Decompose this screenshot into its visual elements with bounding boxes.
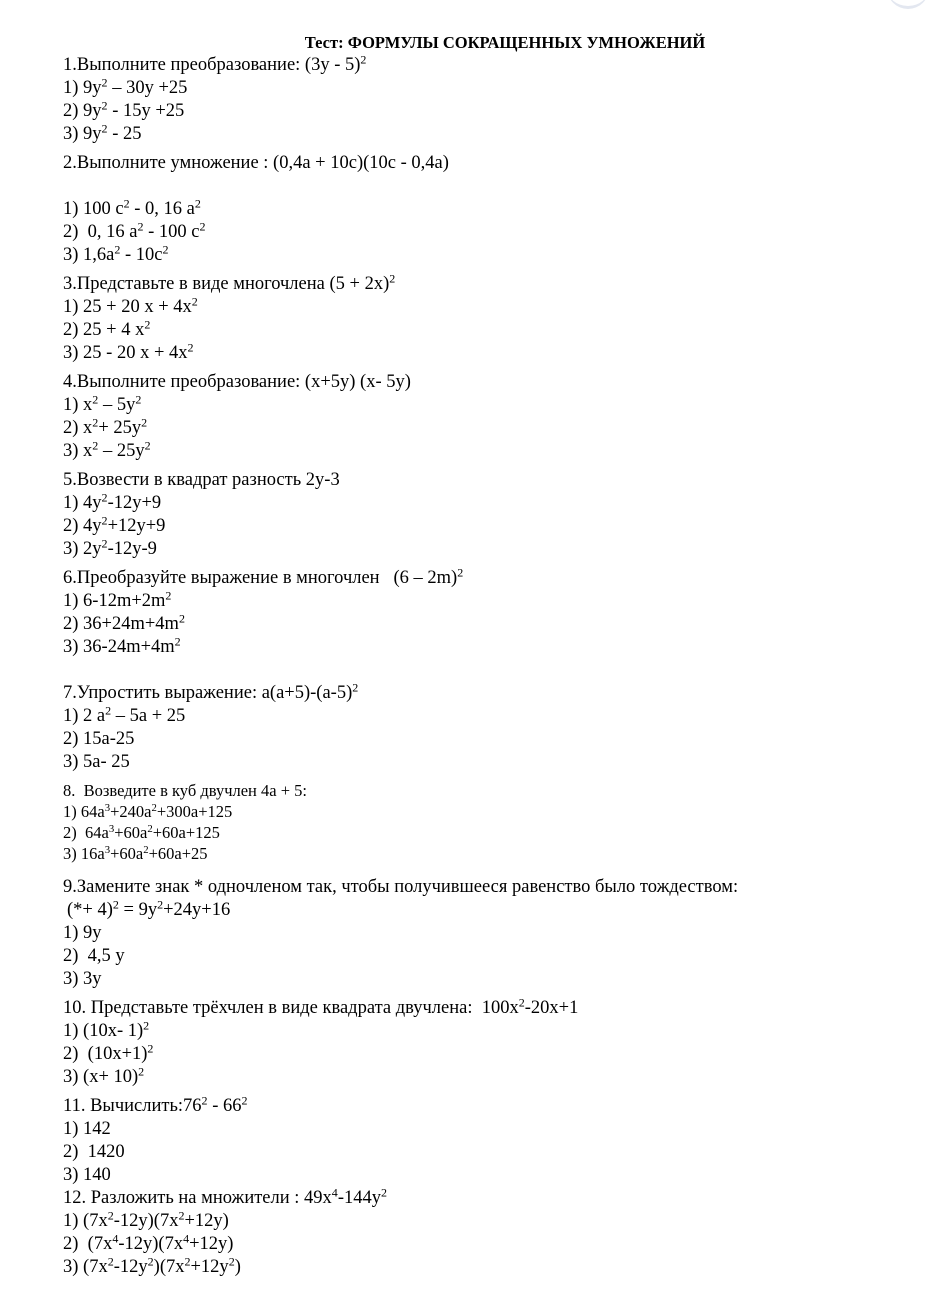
answer-option: 2) $(10x+1)^2$: [63, 1041, 154, 1064]
answer-option: 1) $64a^3+240a^2+300a+125$: [63, 802, 233, 821]
answer-option: 3) 25 - 20 $х + 4х^2$: [63, 340, 194, 363]
answer-option: 3) $х^2 - 25у^2$: [63, 438, 151, 461]
answer-option: 2) 25 + 4 $х^2$: [63, 317, 151, 340]
answer-option: 1) 2 $а^2 - 5а + 25$: [63, 703, 186, 726]
answer-option: 3) $16a^3+60a^2+60a+25$: [63, 844, 208, 863]
question-list: [63, 54, 923, 1279]
question-text: 3.Представьте в виде многочлена $(5 + 2х)^2$: [63, 271, 396, 294]
question-block-6: [63, 567, 923, 659]
question-text: 9.Замените знак * одночленом так, чтобы получившееся равенство было тождеством:: [63, 877, 739, 897]
answer-option: 2) 15а-25: [63, 729, 135, 749]
answer-option: 1) $6-12m+2m^2$: [63, 588, 172, 611]
answer-option: 2) $4у^2+12у+9$: [63, 513, 166, 536]
question-block-3: [63, 273, 923, 365]
answer-option: 3) $(x+ 10)^2$: [63, 1064, 145, 1087]
question-text: 10. Представьте трёхчлен в виде квадрата двучлена: $100x^2-20x+1$: [63, 995, 579, 1018]
answer-option: 1) $9у^2 - 30у +25$: [63, 75, 188, 98]
question-text: 8. Возведите в куб двучлен 4a + 5:: [63, 781, 307, 800]
answer-option: 2) $х^2+ 25у^2$: [63, 415, 148, 438]
question-block-5: [63, 469, 923, 561]
question-block-12: [63, 1187, 923, 1279]
answer-option: 1) 9y: [63, 923, 102, 943]
question-text: 7.Упростить выражение: $а(а+5)-(а-5)^2$: [63, 680, 359, 703]
answer-option: 2) $9у^2 - 15у +25$: [63, 98, 185, 121]
answer-option: 3) 3y: [63, 969, 102, 989]
answer-option: 1) 142: [63, 1119, 111, 1139]
answer-option: 2) $(7x^4-12y)(7x^4+12y)$: [63, 1231, 234, 1254]
answer-option: 3) 140: [63, 1165, 111, 1185]
question-block-2: [63, 152, 923, 267]
answer-option: 1) $(7x^2-12y)(7x^2+12y)$: [63, 1208, 229, 1231]
answer-option: 3) $1,6a^2 - 10c^2$: [63, 242, 169, 265]
answer-option: 2) $36+24m+4m^2$: [63, 611, 185, 634]
answer-option: 1) $х^2 - 5у^2$: [63, 392, 142, 415]
answer-option: 3) 5а- 25: [63, 752, 130, 772]
question-block-10: [63, 997, 923, 1089]
answer-option: 2) $64a^3+60a^2+60a+125$: [63, 823, 220, 842]
question-block-1: [63, 54, 923, 146]
answer-option: 2) 0, 16 $a^2 - 100$ $c^2$: [63, 219, 206, 242]
corner-decoration: [887, 0, 929, 9]
answer-option: 1) 100 $c^2 - 0$, 16 $a^2$: [63, 196, 201, 219]
question-block-9: [63, 876, 923, 991]
question-text: 11. $Вычислить:76^2 - 66^2$: [63, 1093, 248, 1116]
question-text: 12. Разложить на множители : $49x^4-144y^2$: [63, 1185, 387, 1208]
answer-option: 1) $4у^2-12у+9$: [63, 490, 162, 513]
question-block-7: [63, 682, 923, 774]
question-text: 1.Выполните преобразование: (3у - 5)$^2$: [63, 52, 367, 75]
question-text: 4.Выполните преобразование: (х+5у) (х- 5у): [63, 372, 411, 392]
answer-option: 3) $9у^2 - 25$: [63, 121, 142, 144]
answer-option: 1) 25 + 20 $х + 4х^2$: [63, 294, 198, 317]
answer-option: 2) 1420: [63, 1142, 125, 1162]
identity-expression: (*+ $4)^2 = 9y^2+24y+16$: [67, 897, 231, 920]
answer-option: 1) (10x- 1)$^2$: [63, 1018, 150, 1041]
question-text: 5.Возвести в квадрат разность 2у-3: [63, 470, 340, 490]
answer-option: 3) $(7x^2-12y^2)(7x^2+12y^2)$: [63, 1254, 241, 1277]
question-block-4: [63, 371, 923, 463]
answer-option: 2) 4,5 y: [63, 946, 125, 966]
answer-option: 3) $36-24m+4m^2$: [63, 634, 181, 657]
question-block-8: [63, 780, 923, 864]
answer-option: 3) $2у^2-12у-9$: [63, 536, 157, 559]
question-block-11: [63, 1095, 923, 1187]
question-text: 6.Преобразуйте выражение в многочлен (6 – 2m)$^2$: [63, 565, 464, 588]
question-text: 2.Выполните умножение : (0,4a + 10c)(10c - 0,4a): [63, 153, 449, 173]
test-title: Тест: ФОРМУЛЫ СОКРАЩЕННЫХ УМНОЖЕНИЙ: [304, 33, 706, 52]
